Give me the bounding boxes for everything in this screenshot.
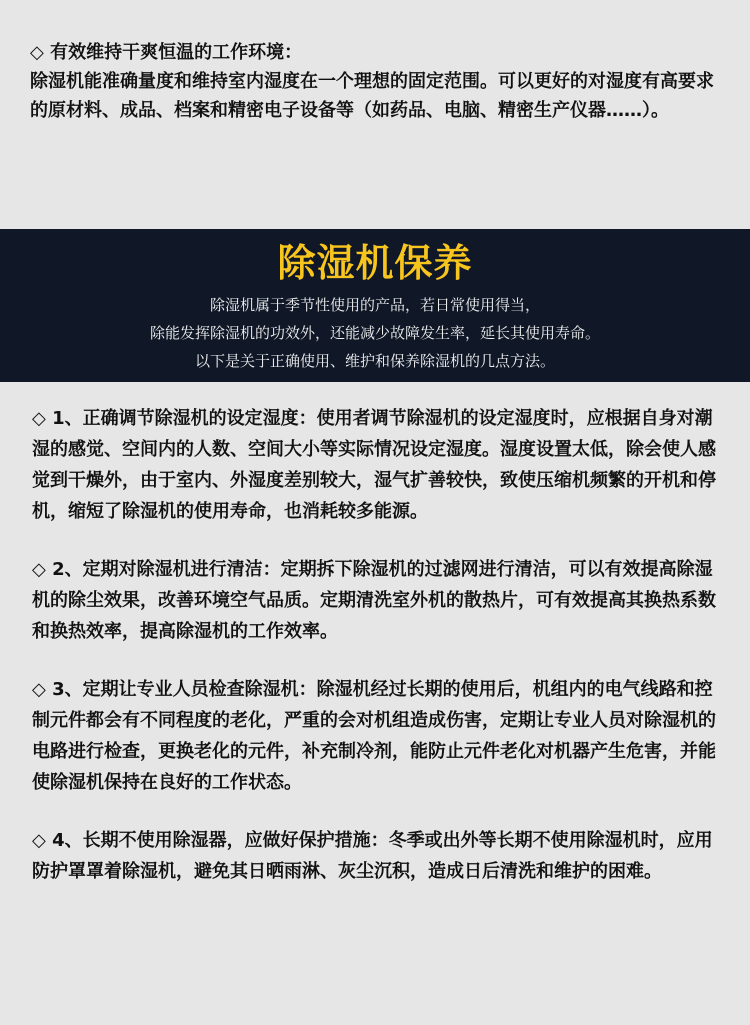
intro-body: 除湿机能准确量度和维持室内湿度在一个理想的固定范围。可以更好的对湿度有高要求的原材料、成品、档案和精密电子设备等（如药品、电脑、精密生产仪器……）。 (30, 71, 714, 121)
intro-block (30, 38, 720, 125)
banner-line: 以下是关于正确使用、维护和保养除湿机的几点方法。 (194, 352, 555, 370)
banner-line: 除能发挥除湿机的功效外，还能减少故障发生率，延长其使用寿命。 (149, 324, 600, 342)
tip-long-term-storage: ◇ 4、长期不使用除湿器，应做好保护措施：冬季或出外等长期不使用除湿机时，应用防护罩罩着除湿机，避免其日晒雨淋、灰尘沉积，造成日后清洗和维护的困难。 (32, 830, 713, 882)
banner-description (0, 291, 750, 375)
maintenance-banner (0, 229, 750, 382)
tip-cleaning: ◇ 2、定期对除湿机进行清洁：定期拆下除湿机的过滤网进行清洁，可以有效提高除湿机的除尘效果，改善环境空气品质。定期清洗室外机的散热片，可有效提高其换热系数和换热效率，提高除湿机的工作效率。 (32, 559, 716, 642)
banner-title: 除湿机保养 (277, 241, 473, 285)
intro-heading: ◇ 有效维持干爽恒温的工作环境： (30, 42, 303, 63)
tip-professional-inspection: ◇ 3、定期让专业人员检查除湿机：除湿机经过长期的使用后，机组内的电气线路和控制元件都会有不同程度的老化，严重的会对机组造成伤害，定期让专业人员对除湿机的电路进行检查，更换老化的元件，补充制冷剂，能防止元件老化对机器产生危害，并能使除湿机保持在良好的工作状态。 (32, 679, 716, 793)
banner-line: 除湿机属于季节性使用的产品，若日常使用得当， (209, 296, 540, 314)
maintenance-tips (32, 403, 718, 887)
tip-adjust-humidity: ◇ 1、正确调节除湿机的设定湿度：使用者调节除湿机的设定湿度时，应根据自身对潮湿的感觉、空间内的人数、空间大小等实际情况设定湿度。湿度设置太低，除会使人感觉到干燥外，由于室内、外湿度差别较大，湿气扩善较快，致使压缩机频繁的开机和停机，缩短了除湿机的使用寿命，也消耗较多能源。 (32, 408, 716, 522)
